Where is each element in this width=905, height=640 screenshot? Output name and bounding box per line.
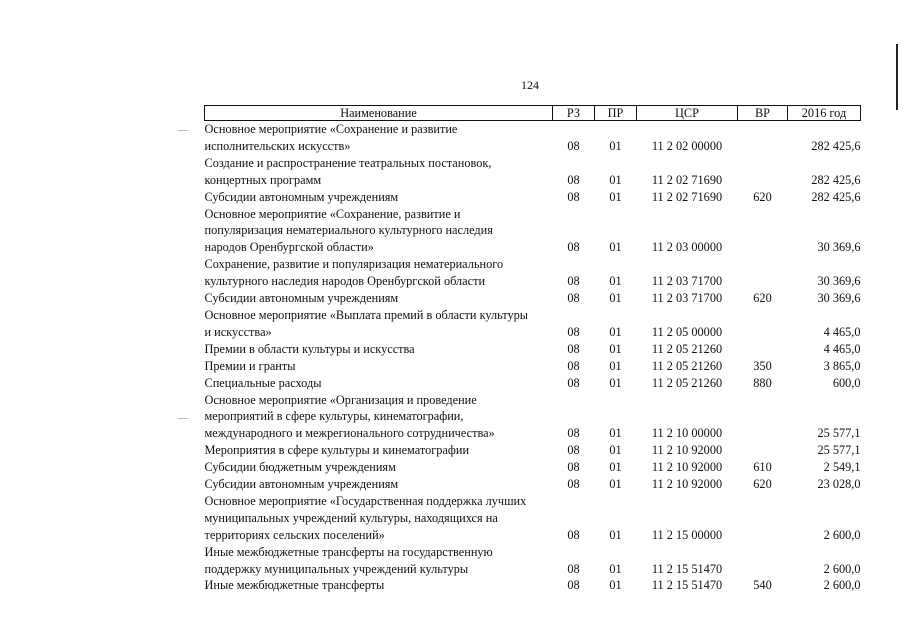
margin-mark: [178, 130, 188, 131]
row-csr: 11 2 03 00000: [651, 240, 723, 255]
row-vr: [738, 307, 788, 341]
row-name-line: Премии в области культуры и искусства: [204, 341, 415, 356]
row-name: [205, 358, 553, 375]
table-body: [205, 121, 861, 595]
row-amount: 3 865,0: [823, 358, 861, 373]
header-csr: ЦСР: [637, 106, 738, 121]
row-name-line: Основное мероприятие «Сохранение, развитие и: [204, 206, 461, 221]
row-name-line: мероприятий в сфере культуры, кинематографии,: [204, 409, 464, 424]
row-name-line: Основное мероприятие «Государственная поддержка лучших: [204, 493, 527, 508]
row-name: [205, 121, 553, 155]
row-rz: 08: [567, 527, 580, 542]
row-name-line: Иные межбюджетные трансферты на государственную: [204, 544, 493, 559]
row-amount: 25 577,1: [817, 426, 861, 441]
row-vr: 620: [753, 189, 772, 204]
row-amount: 25 577,1: [817, 443, 861, 458]
row-name: [205, 459, 553, 476]
row-name-line: Субсидии бюджетным учреждениям: [204, 460, 396, 475]
row-amount: 2 549,1: [823, 460, 861, 475]
page-number: 124: [521, 78, 539, 92]
row-vr: [738, 442, 788, 459]
row-csr: 11 2 03 71700: [651, 291, 723, 306]
table-row: [205, 290, 861, 307]
row-pr: 01: [609, 341, 622, 356]
row-amount: 2 600,0: [823, 561, 861, 576]
row-amount: 2 600,0: [823, 578, 861, 593]
row-amount: 600,0: [832, 375, 861, 390]
row-amount: 282 425,6: [811, 138, 861, 153]
row-name-line: Мероприятия в сфере культуры и кинематографии: [204, 443, 470, 458]
row-name: [205, 544, 553, 578]
table-row: [205, 206, 861, 257]
row-amount: 282 425,6: [811, 189, 861, 204]
header-rz: РЗ: [553, 106, 595, 121]
row-pr: 01: [609, 477, 622, 492]
row-csr: 11 2 10 92000: [651, 477, 723, 492]
row-vr: [738, 392, 788, 443]
row-name-line: муниципальных учреждений культуры, находящихся на: [204, 510, 498, 525]
table-row: [205, 341, 861, 358]
row-csr: 11 2 02 71690: [651, 172, 723, 187]
row-csr: 11 2 05 21260: [651, 375, 723, 390]
row-csr: 11 2 15 51470: [651, 578, 723, 593]
row-csr: 11 2 10 92000: [651, 443, 723, 458]
row-name: [205, 189, 553, 206]
row-pr: 01: [609, 324, 622, 339]
row-name-line: Сохранение, развитие и популяризация нематериального: [204, 257, 504, 272]
row-name: [205, 256, 553, 290]
row-pr: 01: [609, 578, 622, 593]
row-rz: 08: [567, 240, 580, 255]
row-csr: 11 2 03 71700: [651, 274, 723, 289]
row-vr: [738, 493, 788, 544]
row-pr: 01: [609, 443, 622, 458]
table-row: [205, 155, 861, 189]
table-row: [205, 476, 861, 493]
row-pr: 01: [609, 189, 622, 204]
row-vr: [738, 544, 788, 578]
row-pr: 01: [609, 426, 622, 441]
row-pr: 01: [609, 561, 622, 576]
row-name-line: концертных программ: [204, 172, 322, 187]
row-name-line: поддержку муниципальных учреждений культуры: [204, 561, 469, 576]
row-name: [205, 476, 553, 493]
row-name-line: Основное мероприятие «Сохранение и развитие: [204, 122, 458, 136]
table-row: [205, 256, 861, 290]
row-amount: 30 369,6: [817, 274, 861, 289]
row-rz: 08: [567, 324, 580, 339]
table-row: [205, 121, 861, 155]
row-rz: 08: [567, 291, 580, 306]
row-rz: 08: [567, 341, 580, 356]
row-csr: 11 2 02 71690: [651, 189, 723, 204]
row-amount: 282 425,6: [811, 172, 861, 187]
row-name-line: исполнительских искусств»: [204, 138, 351, 153]
row-rz: 08: [567, 375, 580, 390]
row-vr: [738, 155, 788, 189]
row-vr: [738, 256, 788, 290]
row-name-line: и искусства»: [204, 324, 272, 339]
row-rz: 08: [567, 426, 580, 441]
row-vr: 540: [753, 578, 772, 593]
row-pr: 01: [609, 527, 622, 542]
row-vr: [738, 341, 788, 358]
row-name-line: Основное мероприятие «Выплата премий в области культуры: [204, 307, 529, 322]
row-rz: 08: [567, 172, 580, 187]
row-rz: 08: [567, 358, 580, 373]
row-amount: 30 369,6: [817, 291, 861, 306]
table-row: [205, 459, 861, 476]
row-name-line: Иные межбюджетные трансферты: [204, 578, 385, 593]
row-name: [205, 493, 553, 544]
margin-mark: [178, 418, 188, 419]
row-name: [205, 442, 553, 459]
row-csr: 11 2 02 00000: [651, 138, 723, 153]
row-rz: 08: [567, 561, 580, 576]
row-pr: 01: [609, 375, 622, 390]
header-year: 2016 год: [788, 106, 861, 121]
row-pr: 01: [609, 240, 622, 255]
row-pr: 01: [609, 460, 622, 475]
row-pr: 01: [609, 358, 622, 373]
table-row: [205, 392, 861, 443]
row-csr: 11 2 15 51470: [651, 561, 723, 576]
row-name: [205, 290, 553, 307]
row-amount: 23 028,0: [817, 477, 861, 492]
row-amount: 4 465,0: [823, 341, 861, 356]
row-name-line: Субсидии автономным учреждениям: [204, 477, 399, 492]
row-vr: 620: [753, 477, 772, 492]
row-csr: 11 2 05 21260: [651, 341, 723, 356]
row-name-line: международного и межрегионального сотрудничества»: [204, 426, 495, 441]
row-name-line: популяризация нематериального культурного наследия: [204, 223, 493, 238]
row-name-line: Создание и распространение театральных постановок,: [204, 155, 492, 170]
row-rz: 08: [567, 138, 580, 153]
row-csr: 11 2 05 00000: [651, 324, 723, 339]
row-rz: 08: [567, 578, 580, 593]
row-name-line: Субсидии автономным учреждениям: [204, 291, 399, 306]
row-vr: 620: [753, 291, 772, 306]
table-header-row: [205, 106, 861, 121]
row-name-line: культурного наследия народов Оренбургской области: [204, 274, 486, 289]
row-csr: 11 2 10 00000: [651, 426, 723, 441]
row-pr: 01: [609, 274, 622, 289]
table-row: [205, 442, 861, 459]
scan-edge-line: [896, 44, 898, 110]
row-name-line: Субсидии автономным учреждениям: [204, 189, 399, 204]
row-pr: 01: [609, 291, 622, 306]
row-name: [205, 375, 553, 392]
row-vr: 350: [753, 358, 772, 373]
table-row: [205, 577, 861, 594]
row-pr: 01: [609, 138, 622, 153]
row-name: [205, 392, 553, 443]
table-row: [205, 307, 861, 341]
row-rz: 08: [567, 477, 580, 492]
row-amount: 2 600,0: [823, 527, 861, 542]
budget-table: [204, 105, 861, 594]
row-rz: 08: [567, 274, 580, 289]
row-name-line: Специальные расходы: [204, 375, 322, 390]
header-name: Наименование: [205, 106, 553, 121]
table-row: [205, 375, 861, 392]
row-vr: [738, 121, 788, 155]
row-vr: 880: [753, 375, 772, 390]
row-name-line: Премии и гранты: [204, 358, 296, 373]
table-row: [205, 544, 861, 578]
row-pr: 01: [609, 172, 622, 187]
row-vr: 610: [753, 460, 772, 475]
row-name: [205, 577, 553, 594]
table-row: [205, 493, 861, 544]
header-vr: ВР: [738, 106, 788, 121]
row-name: [205, 206, 553, 257]
row-amount: 4 465,0: [823, 324, 861, 339]
row-rz: 08: [567, 189, 580, 204]
row-amount: 30 369,6: [817, 240, 861, 255]
row-csr: 11 2 05 21260: [651, 358, 723, 373]
row-rz: 08: [567, 443, 580, 458]
row-vr: [738, 206, 788, 257]
row-name-line: народов Оренбургской области»: [204, 240, 374, 255]
table-row: [205, 189, 861, 206]
row-csr: 11 2 10 92000: [651, 460, 723, 475]
table-row: [205, 358, 861, 375]
row-rz: 08: [567, 460, 580, 475]
row-csr: 11 2 15 00000: [651, 527, 723, 542]
row-name-line: территориях сельских поселений»: [204, 527, 385, 542]
row-name-line: Основное мероприятие «Организация и проведение: [204, 392, 477, 407]
row-name: [205, 307, 553, 341]
row-name: [205, 155, 553, 189]
header-pr: ПР: [595, 106, 637, 121]
row-name: [205, 341, 553, 358]
